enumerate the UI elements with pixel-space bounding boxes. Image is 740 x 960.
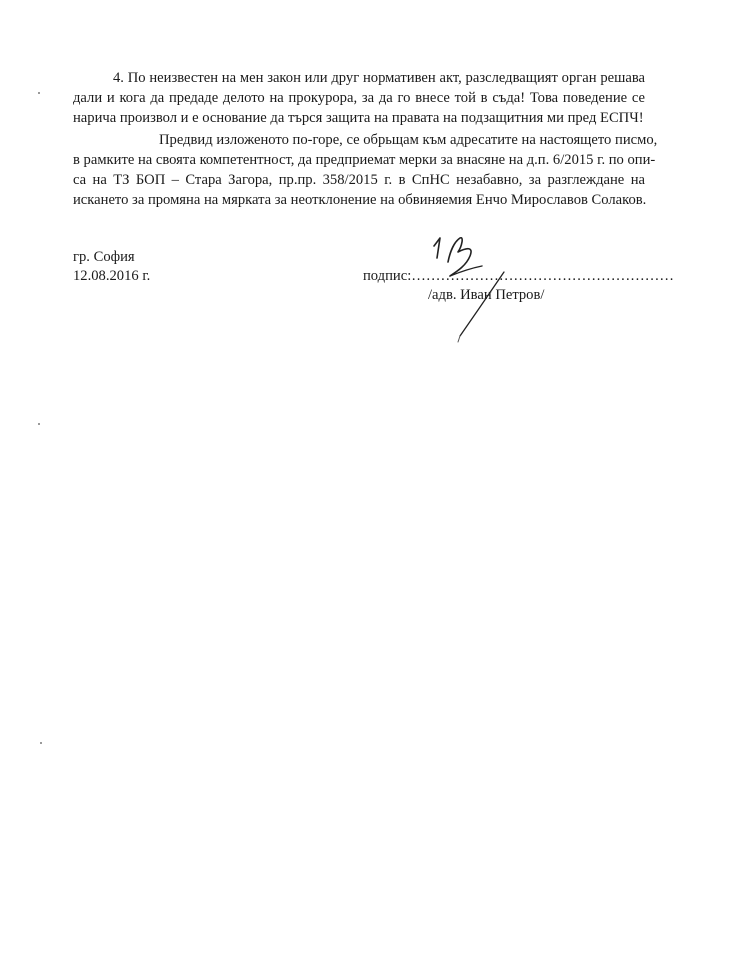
scan-speck — [38, 92, 40, 94]
point-4-line-2: дали и кога да предаде делото на прокурора, за да го внесе той в съда! Това поведение се — [73, 90, 645, 106]
conclusion-line-2: в рамките на своята компетентност, да предприемат мерки за внасяне на д.п. 6/2015 г. по опи- — [73, 152, 656, 168]
conclusion-line-1: Предвид изложеното по-горе, се обрьщам към адресатите на настоящето писмо, — [159, 132, 658, 148]
conclusion-line-4: искането за промяна на мярката за неотклонение на обвиняемия Енчо Мирославов Солаков. — [73, 192, 647, 208]
place-and-date — [73, 248, 150, 286]
point-4-line-3: нарича произвол и е основание да търся защита на правата на подзащитния ми пред ЕСПЧ! — [73, 110, 644, 126]
conclusion-line-3: са на ТЗ БОП – Стара Загора, пр.пр. 358/2015 г. в СпНС незабавно, за разглеждане на — [73, 172, 645, 188]
scan-speck — [40, 742, 42, 744]
date-text: 12.08.2016 г. — [73, 268, 151, 284]
signature-line: подпис:……………………………………………… — [363, 268, 674, 284]
handwritten-signature — [420, 232, 520, 352]
point-4-line-1: 4. По неизвестен на мен закон или друг нормативен акт, разследващият орган решава — [113, 70, 645, 86]
scan-speck — [38, 423, 40, 425]
city-text: гр. София — [73, 249, 135, 265]
signer-name: /адв. Иван Петров/ — [428, 287, 545, 303]
paragraph-conclusion — [73, 130, 658, 210]
paragraph-point-4 — [73, 68, 645, 128]
